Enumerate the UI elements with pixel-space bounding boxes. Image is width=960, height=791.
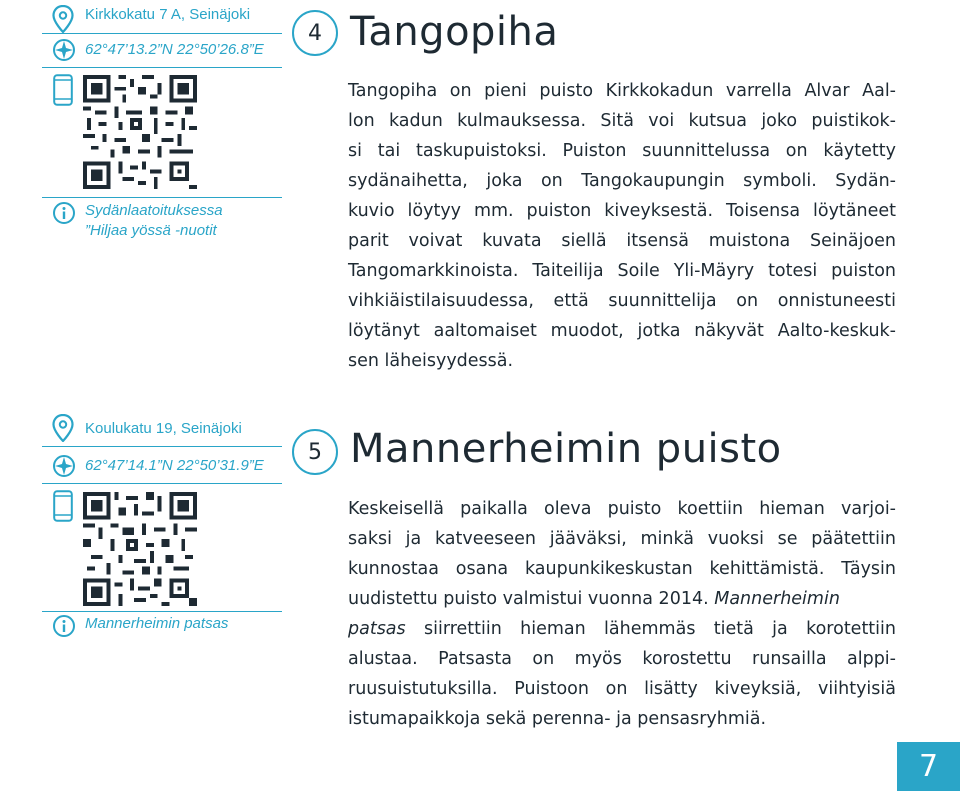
body-line: sen läheisyydessä. bbox=[348, 351, 514, 371]
body-line: parit voivat kuvata siellä itsensä muistona Seinäjoen bbox=[348, 231, 896, 251]
body-line bbox=[348, 614, 896, 644]
info-icon bbox=[52, 614, 76, 638]
body-line bbox=[348, 584, 896, 614]
body-text-run: siirrettiin hieman lähemmäs tietä ja korotettiin bbox=[423, 619, 896, 639]
coordinates-text: 62°47’14.1”N 22°50’31.9”E bbox=[85, 457, 264, 474]
section-title: Tangopiha bbox=[350, 9, 559, 55]
body-line: istumapaikkoja sekä perenna- ja pensasryhmiä. bbox=[348, 709, 767, 729]
section-title: Mannerheimin puisto bbox=[350, 426, 782, 472]
italic-name: Mannerheimin bbox=[714, 589, 840, 609]
phone-icon bbox=[53, 74, 73, 106]
italic-name: patsas bbox=[348, 619, 406, 639]
body-line: vihkiäistilaisuudessa, että suunnittelija on onnistuneesti bbox=[348, 291, 896, 311]
body-line: sydänaihetta, joka on Tangokaupungin symboli. Sydän- bbox=[348, 171, 896, 191]
info-text-line1: Mannerheimin patsas bbox=[85, 615, 229, 632]
section-number-badge: 5 bbox=[292, 429, 338, 475]
info-text-line2: ”Hiljaa yössä -nuotit bbox=[85, 222, 217, 239]
address-text: Koulukatu 19, Seinäjoki bbox=[85, 420, 242, 437]
body-line: alustaa. Patsasta on myös korostettu runsailla alppi- bbox=[348, 649, 896, 669]
body-line: löytänyt aaltomaiset muodot, jotka näkyvät Aalto-keskuk- bbox=[348, 321, 896, 341]
body-line: ruusuistutuksilla. Puistoon on lisätty kiveyksiä, viihtyisiä bbox=[348, 679, 896, 699]
location-pin-icon bbox=[52, 414, 74, 442]
page-number: 7 bbox=[897, 742, 960, 791]
section-number-badge: 4 bbox=[292, 10, 338, 56]
compass-icon bbox=[52, 38, 76, 62]
location-pin-icon bbox=[52, 5, 74, 33]
body-line: kuvio löytyy mm. puiston kiveyksestä. Toisensa löytäneet bbox=[348, 201, 896, 221]
body-text-run: uudistettu puisto valmistui vuonna 2014. bbox=[348, 589, 709, 609]
coordinates-text: 62°47’13.2”N 22°50’26.8”E bbox=[85, 41, 264, 58]
divider bbox=[42, 33, 282, 34]
divider bbox=[42, 197, 282, 198]
body-line: lon kadun kulmauksessa. Sitä voi kutsua joko puistikok- bbox=[348, 111, 896, 131]
qr-code[interactable] bbox=[83, 75, 197, 193]
compass-icon bbox=[52, 454, 76, 478]
section-body bbox=[348, 76, 896, 376]
qr-code[interactable] bbox=[83, 492, 197, 610]
address-text: Kirkkokatu 7 A, Seinäjoki bbox=[85, 6, 251, 23]
divider bbox=[42, 611, 282, 612]
info-icon bbox=[52, 201, 76, 225]
divider bbox=[42, 483, 282, 484]
section-body bbox=[348, 494, 896, 734]
body-line: Keskeisellä paikalla oleva puisto koettiin hieman varjoi- bbox=[348, 499, 896, 519]
body-line: si tai taskupuistoksi. Puiston suunnittelussa on käytetty bbox=[348, 141, 896, 161]
divider bbox=[42, 446, 282, 447]
body-line: Tangopiha on pieni puisto Kirkkokadun varrella Alvar Aal- bbox=[348, 81, 896, 101]
info-text-line1: Sydänlaatoituksessa bbox=[85, 202, 223, 219]
body-line: Tangomarkkinoista. Taiteilija Soile Yli-Mäyry totesi puiston bbox=[348, 261, 896, 281]
phone-icon bbox=[53, 490, 73, 522]
divider bbox=[42, 67, 282, 68]
body-line: kunnostaa osana kaupunkikeskustan kehittämistä. Täysin bbox=[348, 559, 896, 579]
body-line: saksi ja katveeseen jääväksi, minkä vuoksi se päätettiin bbox=[348, 529, 896, 549]
